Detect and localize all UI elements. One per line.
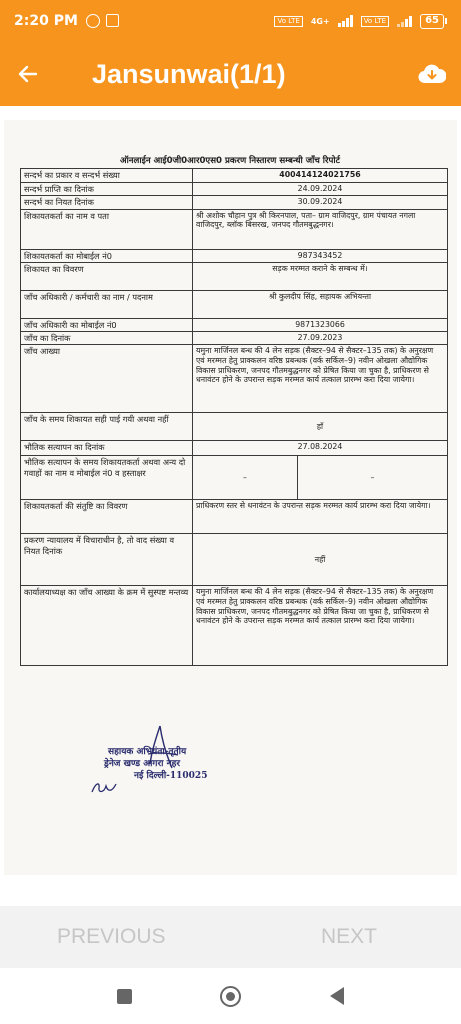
download-button[interactable] <box>403 42 461 106</box>
document-viewer[interactable] <box>0 106 461 906</box>
row-label: जाँच अधिकारी / कर्मचारी का नाम / पदनाम <box>21 290 193 318</box>
report-table <box>20 168 448 666</box>
row-value: यमुना मार्जिनल बन्ध की 4 लेन सड़क (सैक्टर–94 से सैक्टर–135 तक) के अनुरक्षण एवं मरम्मत हेतु प्राक्कलन वरिष्ठ प्रबन्धक (वर्क सर्किल–9) नवीन ओखला औद्योगिक विकास प्राधिकरण, जनपद गौतमबुद्धनगर को प्रेषित किया जा चुका है, प्राधिकरण से धनावंटन होने के उपरान्त सड़क मरम्मत कार्य तत्काल प्रारम्भ करा दिया जायेगा। <box>193 345 448 413</box>
row-value: 9871323066 <box>193 318 448 331</box>
table-row <box>21 318 448 331</box>
whatsapp-icon <box>86 14 100 28</box>
row-value: 27.09.2023 <box>193 332 448 345</box>
table-row <box>21 413 448 441</box>
app-bar <box>0 42 461 106</box>
table-row <box>21 441 448 456</box>
row-label: भौतिक सत्यापन के समय शिकायतकर्ता अथवा अन्य दो गवाहों का नाम व मोबाईल नं0 व हस्ताक्षर <box>21 456 193 500</box>
table-row <box>21 262 448 290</box>
row-value: 40041412402175​6 <box>193 169 448 183</box>
row-label: कार्यालयाध्यक्ष का जाँच आख्या के क्रम में सुस्पष्ट मन्तव्य <box>21 586 193 666</box>
table-row <box>21 290 448 318</box>
row-value: यमुना मार्जिनल बन्ध की 4 लेन सड़क (सैक्टर–94 से सैक्टर–135 तक) के अनुरक्षण एवं मरम्मत हेतु प्राक्कलन वरिष्ठ प्रबन्धक (वर्क सर्किल–9) नवीन ओखला औद्योगिक विकास प्राधिकरण, जनपद गौतमबुद्धनगर को प्रेषित किया जा चुका है, प्राधिकरण से धनावंटन होने के उपरान्त सड़क मरम्मत कार्य तत्काल प्रारम्भ करा दिया जायेगा। <box>193 586 448 666</box>
row-label: जाँच अधिकारी का मोबाईल नं0 <box>21 318 193 331</box>
table-row <box>21 196 448 209</box>
circle-home-icon <box>220 986 241 1007</box>
signatory-designation: सहायक अभियंता-तृतीय <box>108 747 187 757</box>
signature-scribble <box>142 724 182 780</box>
status-notification-icons <box>86 14 119 28</box>
previous-button[interactable]: PREVIOUS <box>57 925 166 948</box>
row-value: श्री कुलदीप सिंह, सहायक अभियन्ता <box>193 290 448 318</box>
witness-value-b: – <box>298 456 448 500</box>
next-button[interactable]: NEXT <box>320 925 377 948</box>
document-heading: ऑनलाईन आई0जी0आर0एस0 प्रकरण निस्तारण सम्बन्धी जाँच रिपोर्ट <box>120 156 340 166</box>
table-row <box>21 249 448 262</box>
system-back-button[interactable] <box>323 982 351 1010</box>
row-value: सड़क मरम्मत कराने के सम्बन्ध में। <box>193 262 448 290</box>
row-label: शिकायतकर्ता की संतुष्टि का विवरण <box>21 500 193 534</box>
row-value: 27.08.2024 <box>193 441 448 456</box>
row-value: 24.09.2024 <box>193 183 448 196</box>
row-label: शिकायतकर्ता का मोबाईल नं0 <box>21 249 193 262</box>
upload-notification-icon <box>106 14 119 27</box>
row-value: श्री अशोक चौहान पुत्र श्री किरनपाल, पता– ग्राम वाजिदपुर, ग्राम पंचायत नगला वाजिदपुर, ब्लॉक बिसरख, जनपद गौतमबुद्धनगर। <box>193 209 448 249</box>
table-row <box>21 169 448 183</box>
table-row <box>21 209 448 249</box>
row-value: प्राधिकरण स्तर से धनावंटन के उपरान्त सड़क मरम्मत कार्य प्रारम्भ करा दिया जायेगा। <box>193 500 448 534</box>
table-row <box>21 345 448 413</box>
volte-tag-1: Vo LTE <box>274 16 302 27</box>
signal-strength-icon <box>338 15 353 27</box>
pagination-bar <box>0 906 461 968</box>
initials-scribble <box>90 780 118 796</box>
status-time: 2:20 PM <box>14 13 78 29</box>
battery-icon <box>420 14 447 29</box>
table-row <box>21 586 448 666</box>
page-title: Jansunwai(1/1) <box>92 58 286 89</box>
row-value: नहीं <box>193 534 448 586</box>
battery-level: 65 <box>420 14 444 29</box>
home-button[interactable] <box>217 982 245 1010</box>
status-bar <box>0 0 461 42</box>
row-value: हाँ <box>193 413 448 441</box>
table-row <box>21 500 448 534</box>
row-label: सन्दर्भ प्राप्ति का दिनांक <box>21 183 193 196</box>
system-navigation-bar <box>0 968 461 1024</box>
table-row <box>21 534 448 586</box>
row-label: भौतिक सत्यापन का दिनांक <box>21 441 193 456</box>
recents-button[interactable] <box>111 982 139 1010</box>
network-type-label: 4G+ <box>310 16 330 26</box>
row-label: जाँच आख्या <box>21 345 193 413</box>
status-system-icons <box>274 14 447 29</box>
witness-value-a: – <box>193 456 298 500</box>
volte-tag-2: Vo LTE <box>361 16 389 27</box>
square-recents-icon <box>117 989 132 1004</box>
signal-strength-icon-2 <box>397 15 412 27</box>
row-value: 987343452 <box>193 249 448 262</box>
signatory-address: नई दिल्ली-110025 <box>134 771 208 781</box>
back-button[interactable] <box>0 42 56 106</box>
row-label: सन्दर्भ का नियत दिनांक <box>21 196 193 209</box>
row-label: प्रकरण न्यायालय में विचाराधीन है, तो वाद संख्या व नियत दिनांक <box>21 534 193 586</box>
row-label: सन्दर्भ का प्रकार व सन्दर्भ संख्या <box>21 169 193 183</box>
table-row <box>21 332 448 345</box>
row-label: जाँच का दिनांक <box>21 332 193 345</box>
signatory-division: ड्रेनेज खण्ड आगरा नहर <box>104 759 181 769</box>
row-label: शिकायत का विवरण <box>21 262 193 290</box>
cloud-download-icon <box>418 63 446 85</box>
row-label: शिकायतकर्ता का नाम व पता <box>21 209 193 249</box>
triangle-back-icon <box>330 987 344 1005</box>
table-row <box>21 183 448 196</box>
signature-stamp <box>94 746 254 782</box>
table-row <box>21 456 448 500</box>
arrow-left-icon <box>18 64 38 84</box>
row-label: जाँच के समय शिकायत सही पाई गयी अथवा नहीं <box>21 413 193 441</box>
row-value: 30.09.2024 <box>193 196 448 209</box>
